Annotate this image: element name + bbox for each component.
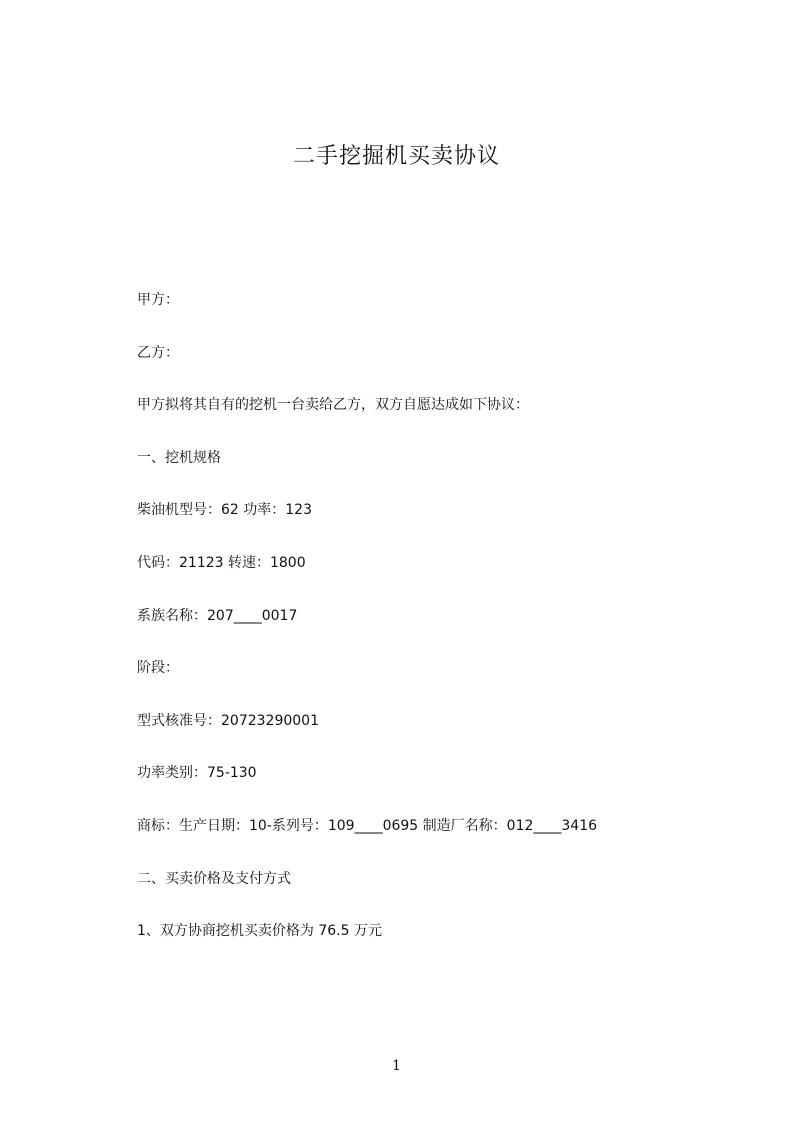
section-heading-price: 二、买卖价格及支付方式 bbox=[137, 870, 291, 887]
code-speed-line: 代码：21123 转速：1800 bbox=[137, 554, 306, 571]
type-approval-line: 型式核准号：20723290001 bbox=[137, 712, 319, 729]
price-clause-line: 1、双方协商挖机买卖价格为 76.5 万元 bbox=[137, 923, 382, 940]
family-name-line: 系族名称：207____0017 bbox=[137, 607, 298, 624]
trademark-line: 商标：生产日期：10-系列号：109____0695 制造厂名称：012____3416 bbox=[137, 817, 598, 834]
party-a-line: 甲方： bbox=[137, 292, 179, 308]
document-body bbox=[137, 285, 757, 969]
intro-paragraph: 甲方拟将其自有的挖机一台卖给乙方，双方自愿达成如下协议： bbox=[137, 397, 529, 414]
page-number: 1 bbox=[392, 1058, 401, 1074]
stage-line: 阶段： bbox=[137, 660, 179, 677]
engine-model-line: 柴油机型号：62 功率：123 bbox=[137, 502, 312, 519]
power-category-line: 功率类别：75-130 bbox=[137, 765, 257, 782]
section-heading-specs: 一、挖机规格 bbox=[137, 449, 221, 466]
document-title: 二手挖掘机买卖协议 bbox=[292, 144, 500, 169]
party-b-line: 乙方： bbox=[137, 344, 179, 361]
